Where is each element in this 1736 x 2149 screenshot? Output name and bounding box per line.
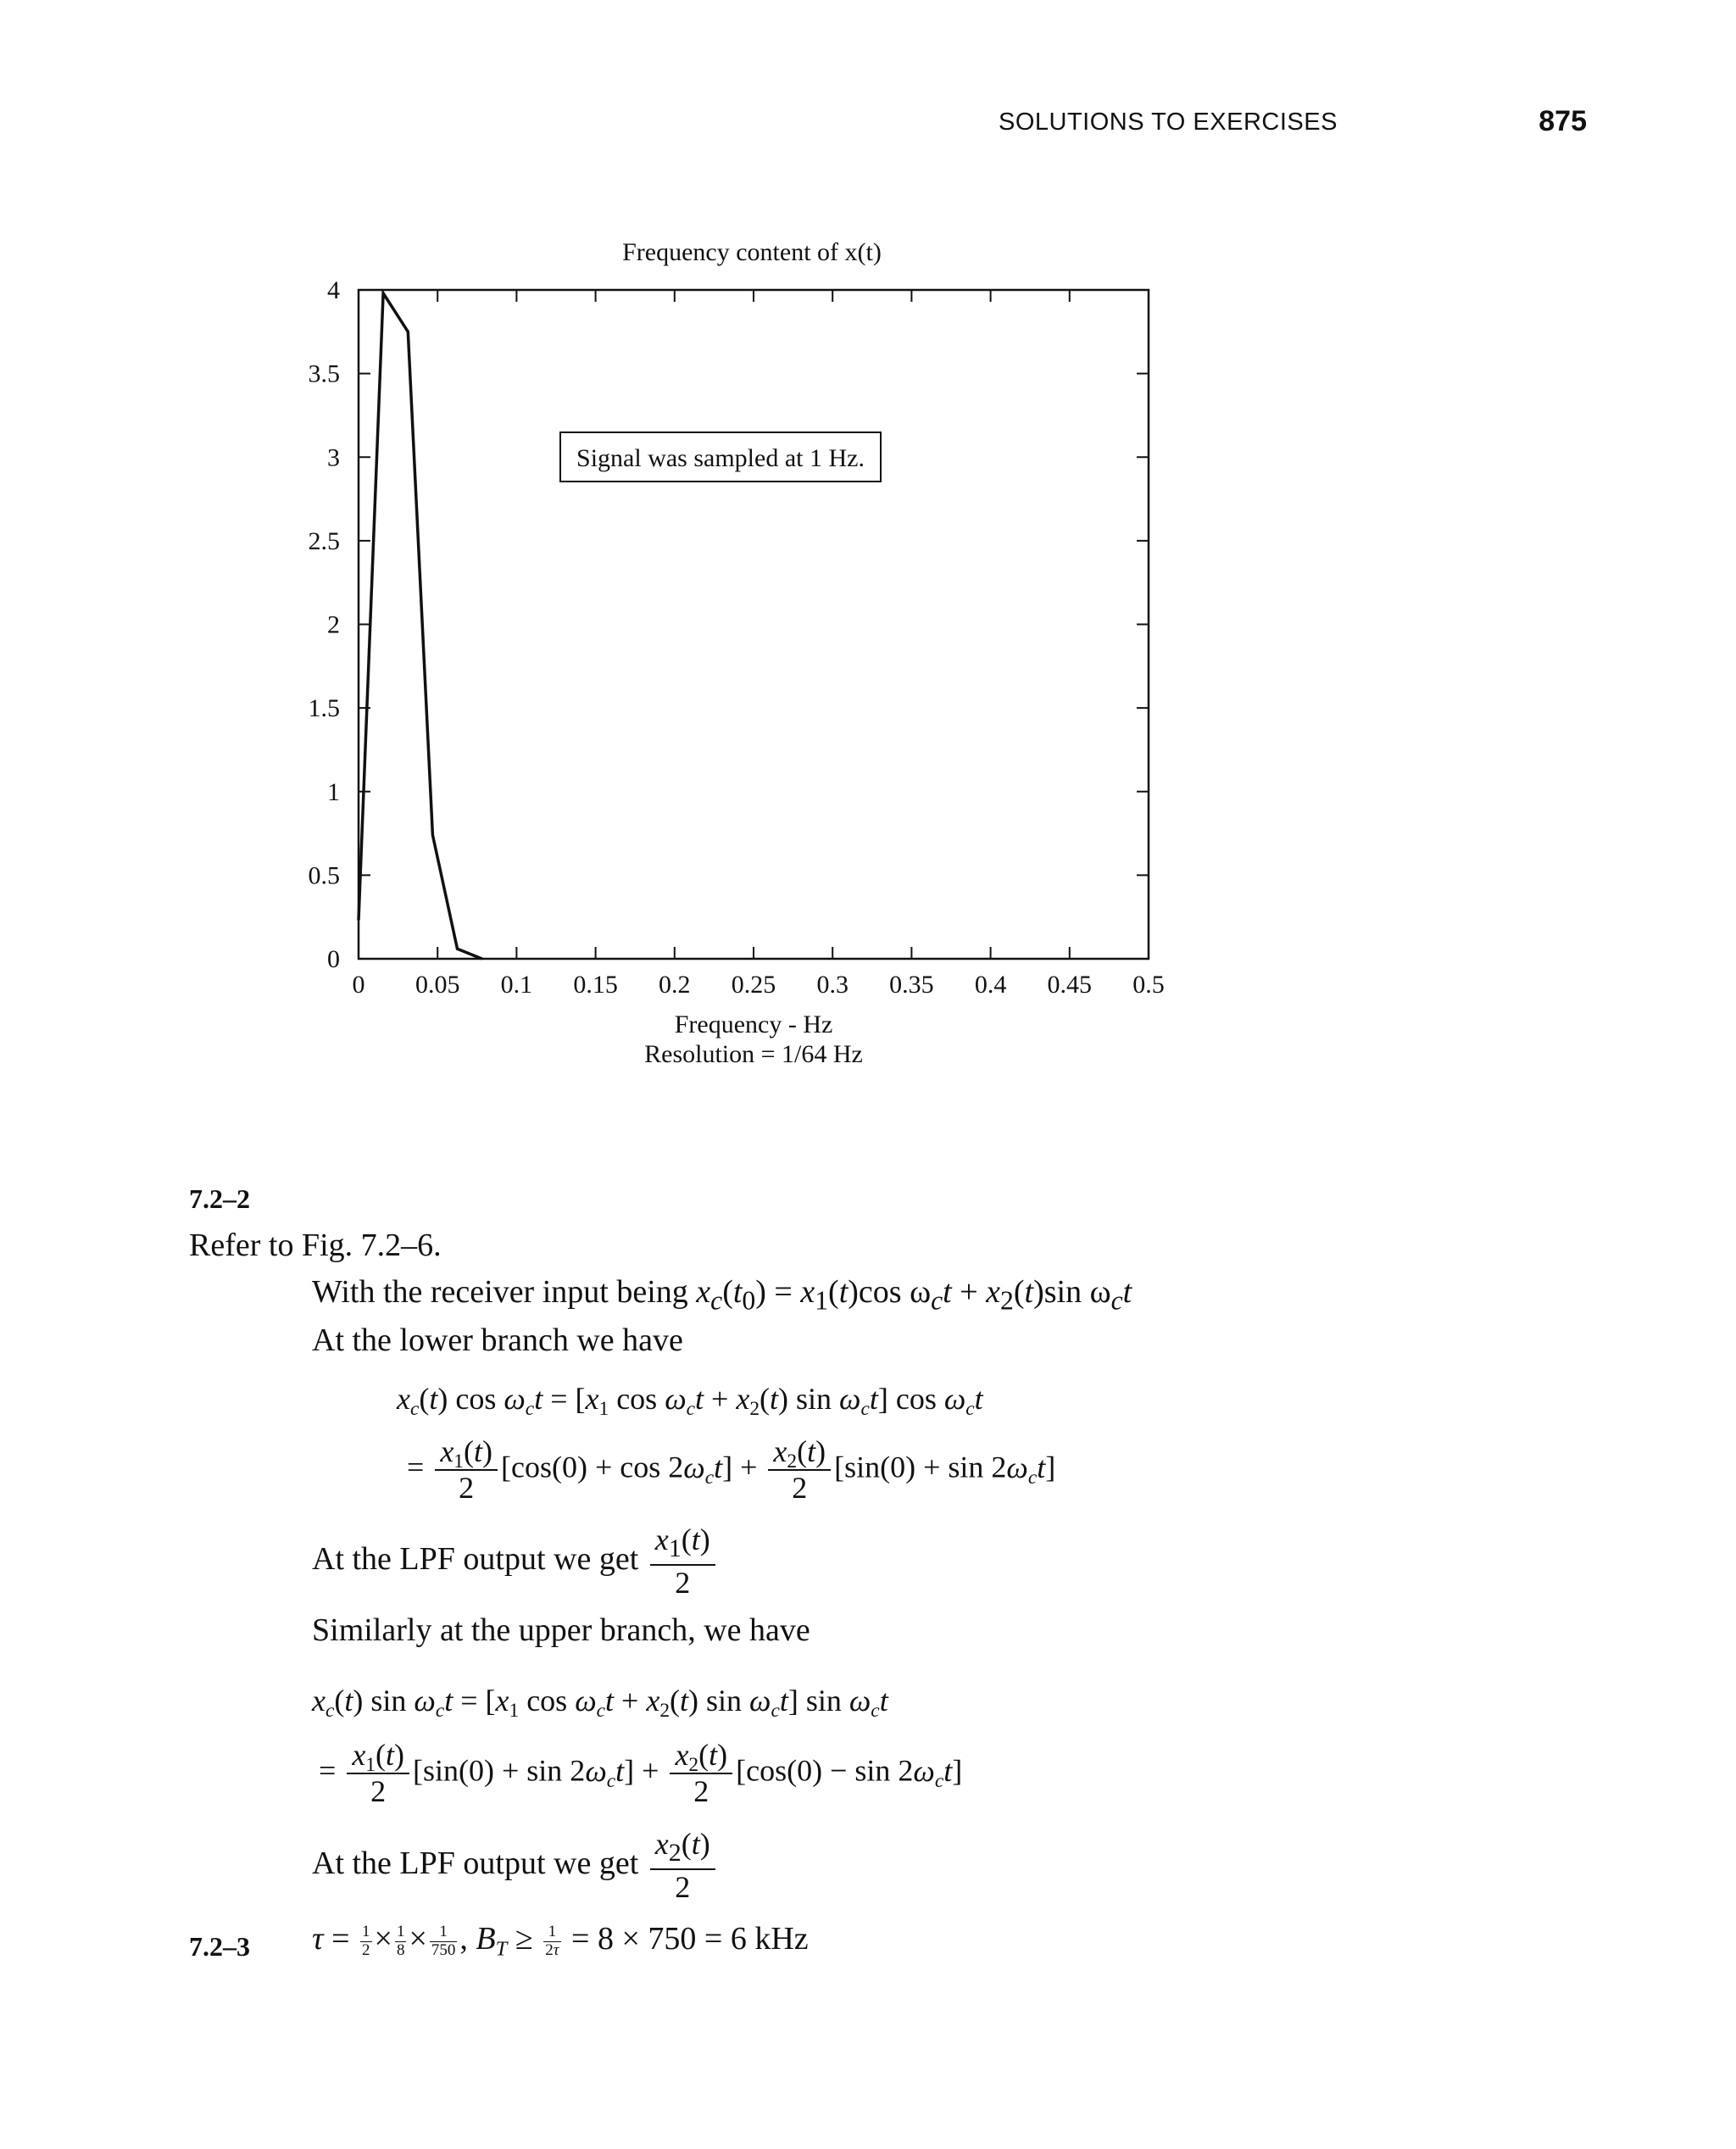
lower-branch-equation-2: = $\frac{x_1(t)}{2}$ $[\cos(0) + \cos 2\omega_ct]$ + $\frac{x_2(t)}{2}$ $[\sin(0) + \sin 2\omega_ct]$ <box>407 1434 1056 1506</box>
upper-branch-text: Similarly at the upper branch, we have <box>312 1612 810 1648</box>
y-tick-label: 4 <box>327 276 340 304</box>
x-tick-label: 0.5 <box>1132 971 1165 999</box>
y-tick-label: 0 <box>327 945 340 973</box>
annotation-text: Signal was sampled at 1 Hz. <box>576 444 865 472</box>
y-tick-label: 0.5 <box>308 861 340 890</box>
x-axis-label: Frequency - Hz <box>674 1010 833 1038</box>
x-tick-label: 0.15 <box>573 971 618 999</box>
x-axis-resolution-label: Resolution = 1/64 Hz <box>644 1040 863 1068</box>
receiver-input-prefix: With the receiver input being <box>312 1274 697 1310</box>
upper-branch-equation-1: $x_c(t)$ $\sin \omega_ct = [x_1$ $\cos \omega_ct + x_2(t)$ $\sin \omega_ct$] $\sin \omega_ct$ <box>312 1684 888 1723</box>
lower-branch-equation-1: $x_c(t)$ $\cos \omega_ct = [x_1$ $\cos \omega_ct + x_2(t)$ $\sin \omega_ct$] $\cos \omega_ct$ <box>397 1382 983 1421</box>
y-tick-label: 1 <box>327 777 340 806</box>
receiver-input-equation: $x_c(t_0) = x_1(t)\cos$ $\omega_ct + x_2(t)\sin$ $\omega_ct$ <box>696 1274 1132 1316</box>
y-tick-label: 3 <box>327 443 340 472</box>
x-tick-label: 0.35 <box>889 971 934 999</box>
solution-7-2-3-result: = 8 × 750 = 6 kHz <box>563 1921 809 1957</box>
solution-number-7-2-3: 7.2–3 <box>189 1931 250 1962</box>
lpf-output-text-2: At the LPF output we get <box>312 1845 639 1881</box>
solution-number-7-2-2: 7.2–2 <box>189 1183 250 1214</box>
lower-branch-text: At the lower branch we have <box>312 1322 683 1358</box>
x-tick-label: 0.45 <box>1047 971 1093 999</box>
x-tick-label: 0.25 <box>731 971 776 999</box>
lpf-output-line-2 <box>312 1827 719 1905</box>
axis-ticks <box>359 290 1149 959</box>
chart-title: Frequency content of x(t) <box>622 238 882 266</box>
x-tick-labels <box>353 971 1165 999</box>
refer-figure-text: Refer to Fig. 7.2–6. <box>189 1228 442 1263</box>
solution-7-2-3-equation: τ = $\frac{1}{2}$ × $\frac{1}{8}$ × $\frac{1}{750}$ , $B_T$ ≥ $\frac{1}{2\tau}$ = 8 × 750 = 6 kHz <box>312 1921 809 1961</box>
y-tick-label: 2 <box>327 610 340 639</box>
x-tick-label: 0.1 <box>500 971 533 999</box>
x-tick-label: 0.2 <box>659 971 691 999</box>
lpf-output-fraction-1: $\frac{x_1(t)}{2}$ <box>650 1523 715 1601</box>
upper-branch-equation-2: = $\frac{x_1(t)}{2}$ $[\sin(0) + \sin 2\omega_ct]$ + $\frac{x_2(t)}{2}$ $[\cos(0) - \sin 2\omega_ct]$ <box>319 1738 963 1809</box>
y-tick-label: 3.5 <box>308 359 340 388</box>
x-tick-label: 0.05 <box>415 971 460 999</box>
running-title: SOLUTIONS TO EXERCISES <box>999 109 1338 136</box>
lpf-output-line-1 <box>312 1523 719 1601</box>
lpf-output-fraction-2: $\frac{x_2(t)}{2}$ <box>650 1827 715 1905</box>
receiver-input-line <box>312 1276 1132 1314</box>
lpf-output-text-1: At the LPF output we get <box>312 1540 639 1577</box>
page-number: 875 <box>1538 105 1587 137</box>
spectrum-line <box>359 293 482 959</box>
x-tick-label: 0.3 <box>816 971 849 999</box>
y-tick-label: 1.5 <box>308 694 340 723</box>
x-tick-label: 0 <box>352 971 365 999</box>
y-tick-label: 2.5 <box>308 526 340 555</box>
y-tick-labels <box>309 276 341 973</box>
plot-frame <box>359 290 1149 959</box>
x-tick-label: 0.4 <box>974 971 1007 999</box>
